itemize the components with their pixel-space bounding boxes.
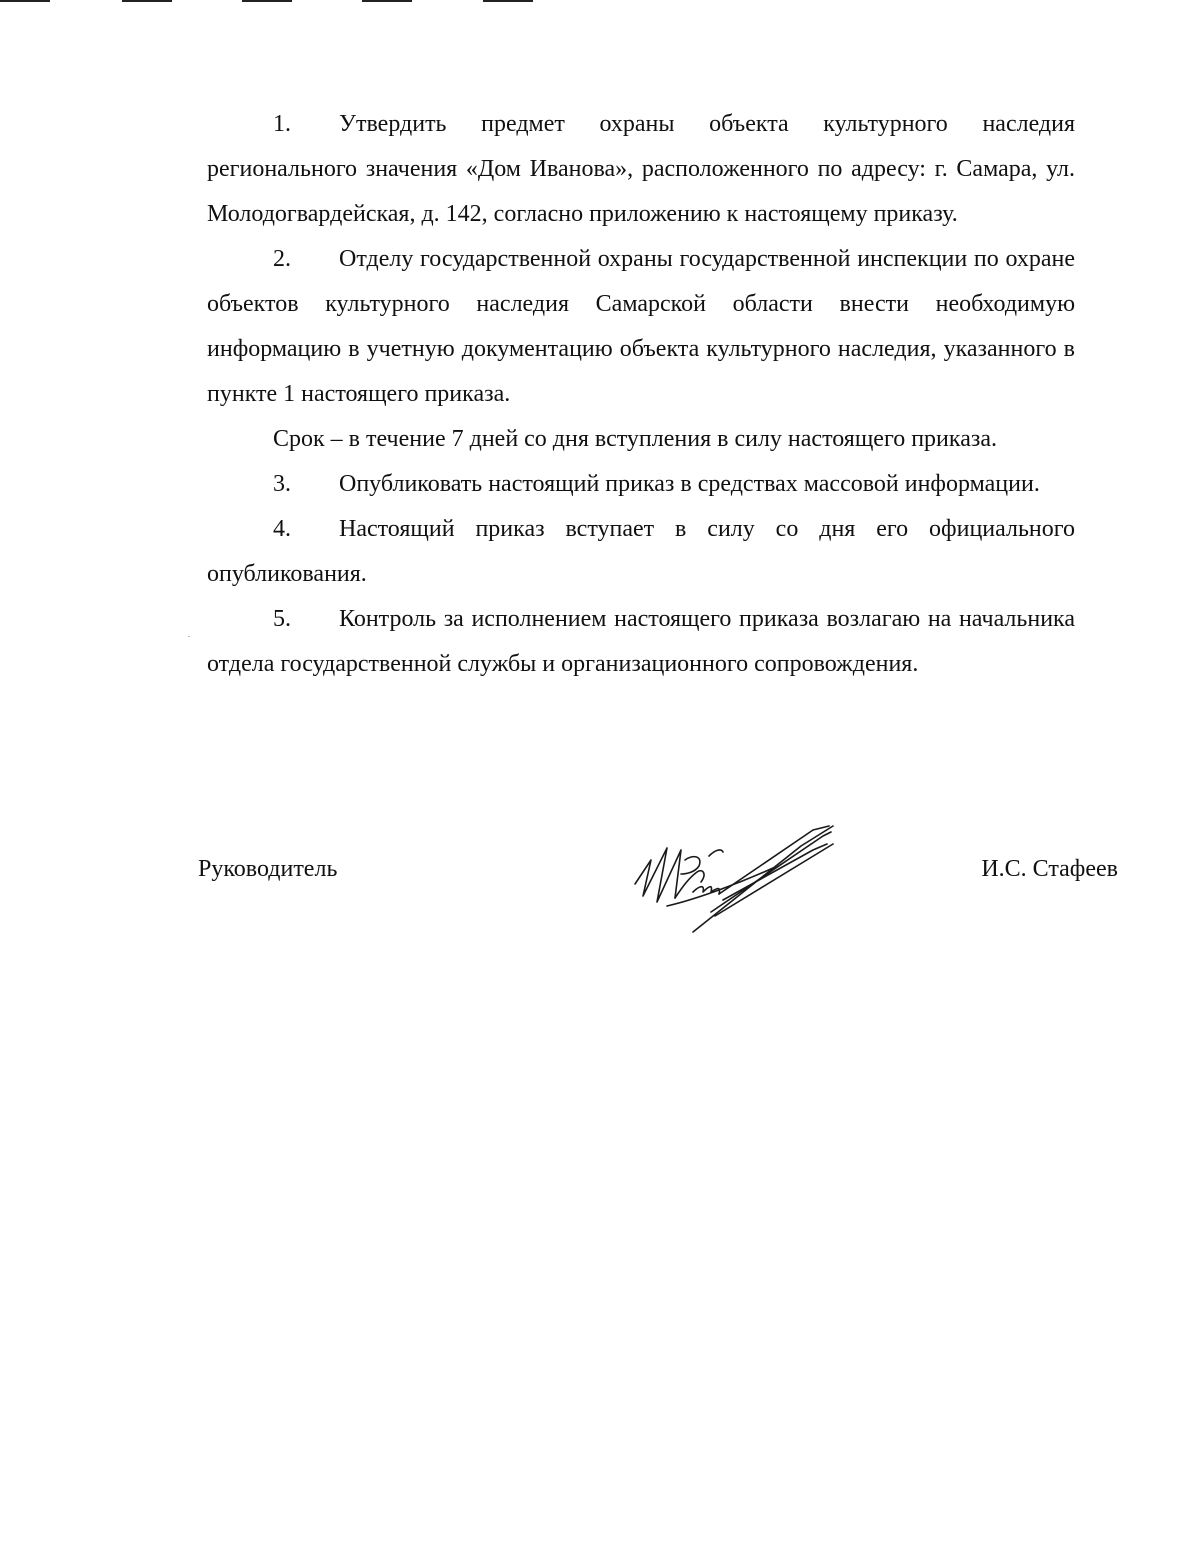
scan-mark — [483, 0, 533, 2]
order-item-3 — [207, 462, 1075, 507]
item-text: Отделу государственной охраны государственной инспекции по охране объектов культурного наследия Самарской области внести необходимую информацию в учетную документацию объекта культурного наследия, указанного в пункте 1 настоящего приказа. — [207, 246, 1075, 407]
scan-mark — [122, 0, 172, 2]
item-number: 1. — [273, 111, 291, 137]
scan-mark — [0, 0, 50, 2]
scan-mark — [242, 0, 292, 2]
signatory-role: Руководитель — [198, 856, 338, 882]
item-text: Контроль за исполнением настоящего приказа возлагаю на начальника отдела государственной службы и организационного сопровождения. — [207, 606, 1075, 677]
order-item-5 — [207, 597, 1075, 687]
signature-block — [198, 820, 1118, 940]
item-text: Опубликовать настоящий приказ в средствах массовой информации. — [339, 471, 1040, 497]
item-number: 2. — [273, 246, 291, 272]
item-text: Настоящий приказ вступает в силу со дня его официального опубликования. — [207, 516, 1075, 587]
item-number: 4. — [273, 516, 291, 542]
handwritten-signature — [623, 820, 843, 938]
deadline-text: Срок – в течение 7 дней со дня вступления в силу настоящего приказа. — [273, 426, 997, 452]
signatory-name: И.С. Стафеев — [981, 856, 1118, 882]
document-body — [207, 102, 1075, 687]
item-number: 5. — [273, 606, 291, 632]
scan-mark — [362, 0, 412, 2]
scan-speck — [188, 636, 190, 637]
order-item-2 — [207, 237, 1075, 417]
item-number: 3. — [273, 471, 291, 497]
item-text: Утвердить предмет охраны объекта культурного наследия регионального значения «Дом Иванова», расположенного по адресу: г. Самара, ул. Молодогвардейская, д. 142, согласно приложению к настоящему приказу. — [207, 111, 1075, 227]
order-item-1 — [207, 102, 1075, 237]
top-scan-marks — [0, 0, 1200, 6]
order-item-4 — [207, 507, 1075, 597]
